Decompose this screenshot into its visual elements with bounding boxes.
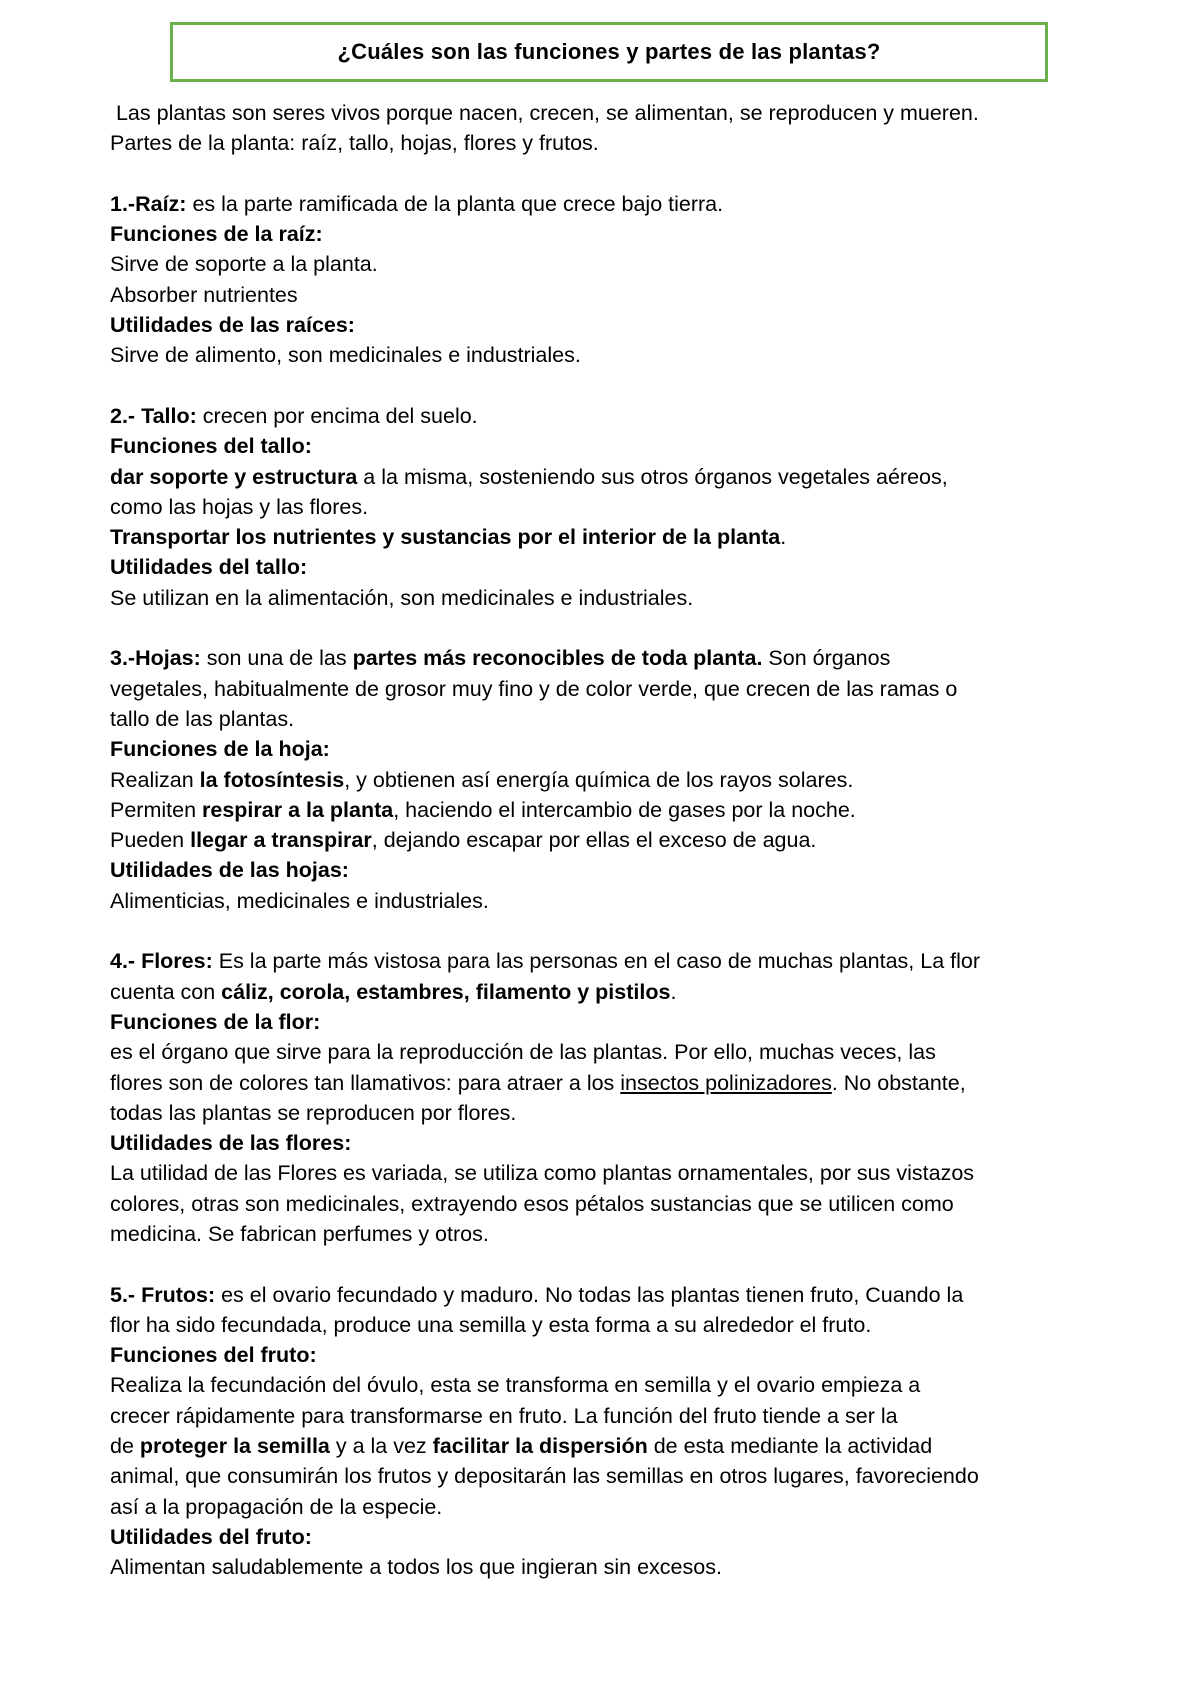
title-box	[170, 22, 1048, 82]
hojas-function-3-pre: Pueden	[110, 828, 191, 853]
tallo-uses: Se utilizan en la alimentación, son medicinales e industriales.	[110, 585, 694, 610]
hojas-function-3-text: , dejando escapar por ellas el exceso de agua.	[371, 828, 817, 853]
raiz-uses: Sirve de alimento, son medicinales e industriales.	[110, 343, 581, 368]
raiz-uses-title: Utilidades de las raíces:	[110, 313, 355, 338]
tallo-heading-text: crecen por encima del suelo.	[196, 403, 478, 428]
hojas-function-1-pre: Realizan	[110, 767, 200, 792]
spacer	[110, 613, 1110, 643]
frutos-function-line-3-end: de esta mediante la actividad	[647, 1434, 933, 1459]
tallo-function-1-text: a la misma, sosteniendo sus otros órganos vegetales aéreos,	[357, 464, 948, 489]
flores-uses-line-2: colores, otras son medicinales, extrayendo esos pétalos sustancias que se utilicen como	[110, 1191, 954, 1216]
tallo-heading: 2.- Tallo:	[110, 403, 197, 428]
spacer	[110, 159, 1110, 189]
raiz-function-1: Sirve de soporte a la planta.	[110, 252, 378, 277]
hojas-heading: 3.-Hojas:	[110, 646, 201, 671]
flores-function-line-1: es el órgano que sirve para la reproducción de las plantas. Por ello, muchas veces, las	[110, 1040, 936, 1065]
flores-heading-line	[110, 946, 1110, 976]
document-body	[110, 98, 1110, 1583]
frutos-function-bold-2: facilitar la dispersión	[432, 1434, 648, 1459]
spacer	[110, 371, 1110, 401]
frutos-function-line-3-mid: y a la vez	[329, 1434, 433, 1459]
hojas-function-2-text: , haciendo el intercambio de gases por la noche.	[393, 797, 856, 822]
frutos-desc-line-2: flor ha sido fecundada, produce una semilla y esta forma a su alrededor el fruto.	[110, 1312, 872, 1337]
tallo-function-2-bold: Transportar los nutrientes y sustancias por el interior de la planta	[110, 525, 781, 550]
frutos-function-line-5: así a la propagación de la especie.	[110, 1494, 443, 1519]
hojas-function-2-pre: Permiten	[110, 797, 203, 822]
hojas-desc-line-2: vegetales, habitualmente de grosor muy fino y de color verde, que crecen de las ramas o	[110, 676, 958, 701]
hojas-function-1	[110, 765, 1110, 795]
hojas-function-1-text: , y obtienen así energía química de los rayos solares.	[344, 767, 854, 792]
frutos-function-line-1: Realiza la fecundación del óvulo, esta se transforma en semilla y el ovario empieza a	[110, 1373, 921, 1398]
flores-functions-title: Funciones de la flor:	[110, 1009, 321, 1034]
hojas-heading-text: son una de las	[200, 646, 353, 671]
hojas-functions-title: Funciones de la hoja:	[110, 737, 330, 762]
hojas-heading-text-2: Son órganos	[762, 646, 891, 671]
frutos-function-line-4: animal, que consumirán los frutos y depositarán las semillas en otros lugares, favoreciendo	[110, 1464, 979, 1489]
raiz-functions-title: Funciones de la raíz:	[110, 222, 323, 247]
frutos-function-bold-1: proteger la semilla	[139, 1434, 330, 1459]
raiz-heading-text: es la parte ramificada de la planta que crece bajo tierra.	[186, 191, 724, 216]
frutos-uses-title: Utilidades del fruto:	[110, 1524, 312, 1549]
frutos-heading: 5.- Frutos:	[110, 1282, 216, 1307]
frutos-function-line-3-pre: de	[110, 1434, 140, 1459]
flores-desc-line-2	[110, 977, 1110, 1007]
flores-uses-title: Utilidades de las flores:	[110, 1131, 352, 1156]
flores-uses-line-3: medicina. Se fabrican perfumes y otros.	[110, 1221, 489, 1246]
flores-function-line-2-pre: flores son de colores tan llamativos: para atraer a los	[110, 1070, 621, 1095]
intro-line-2: Partes de la planta: raíz, tallo, hojas, flores y frutos.	[110, 131, 599, 156]
flores-function-line-2-end: . No obstante,	[831, 1070, 966, 1095]
flores-desc-end: .	[670, 979, 677, 1004]
tallo-function-1-cont: como las hojas y las flores.	[110, 494, 369, 519]
flores-desc-bold: cáliz, corola, estambres, filamento y pistilos	[221, 979, 671, 1004]
flores-function-line-2	[110, 1068, 1110, 1098]
flores-uses-line-1: La utilidad de las Flores es variada, se utiliza como plantas ornamentales, por sus vistazos	[110, 1161, 975, 1186]
frutos-heading-text: es el ovario fecundado y maduro. No todas las plantas tienen fruto, Cuando la	[215, 1282, 964, 1307]
flores-desc-pre: cuenta con	[110, 979, 222, 1004]
frutos-function-line-2: crecer rápidamente para transformarse en fruto. La función del fruto tiende a ser la	[110, 1403, 898, 1428]
tallo-functions-title: Funciones del tallo:	[110, 434, 312, 459]
intro-line-1: Las plantas son seres vivos porque nacen, crecen, se alimentan, se reproducen y mueren.	[110, 101, 979, 125]
spacer	[110, 916, 1110, 946]
hojas-uses-title: Utilidades de las hojas:	[110, 858, 349, 883]
tallo-function-1	[110, 462, 1110, 492]
hojas-function-2-bold: respirar a la planta	[202, 797, 394, 822]
tallo-uses-title: Utilidades del tallo:	[110, 555, 308, 580]
page-title: ¿Cuáles son las funciones y partes de las plantas?	[337, 39, 881, 64]
spacer	[110, 1249, 1110, 1279]
raiz-heading: 1.-Raíz:	[110, 191, 187, 216]
hojas-uses: Alimenticias, medicinales e industriales.	[110, 888, 489, 913]
hojas-desc-line-3: tallo de las plantas.	[110, 706, 295, 731]
hojas-function-3	[110, 825, 1110, 855]
insectos-polinizadores-link[interactable]: insectos polinizadores	[620, 1070, 832, 1095]
hojas-function-3-bold: llegar a transpirar	[190, 828, 372, 853]
frutos-heading-line	[110, 1280, 1110, 1310]
hojas-function-1-bold: la fotosíntesis	[199, 767, 345, 792]
frutos-functions-title: Funciones del fruto:	[110, 1343, 317, 1368]
frutos-uses: Alimentan saludablemente a todos los que ingieran sin excesos.	[110, 1555, 722, 1580]
tallo-function-2	[110, 522, 1110, 552]
hojas-heading-bold: partes más reconocibles de toda planta.	[352, 646, 763, 671]
hojas-function-2	[110, 795, 1110, 825]
raiz-function-2: Absorber nutrientes	[110, 282, 298, 307]
flores-heading-text: Es la parte más vistosa para las personas en el caso de muchas plantas, La flor	[212, 949, 980, 974]
tallo-function-1-bold: dar soporte y estructura	[110, 464, 358, 489]
tallo-function-2-text: .	[780, 525, 787, 550]
frutos-function-line-3	[110, 1431, 1110, 1461]
tallo-heading-line	[110, 401, 1110, 431]
flores-function-line-3: todas las plantas se reproducen por flores.	[110, 1100, 517, 1125]
raiz-heading-line	[110, 189, 1110, 219]
hojas-heading-line	[110, 643, 1110, 673]
flores-heading: 4.- Flores:	[110, 949, 213, 974]
